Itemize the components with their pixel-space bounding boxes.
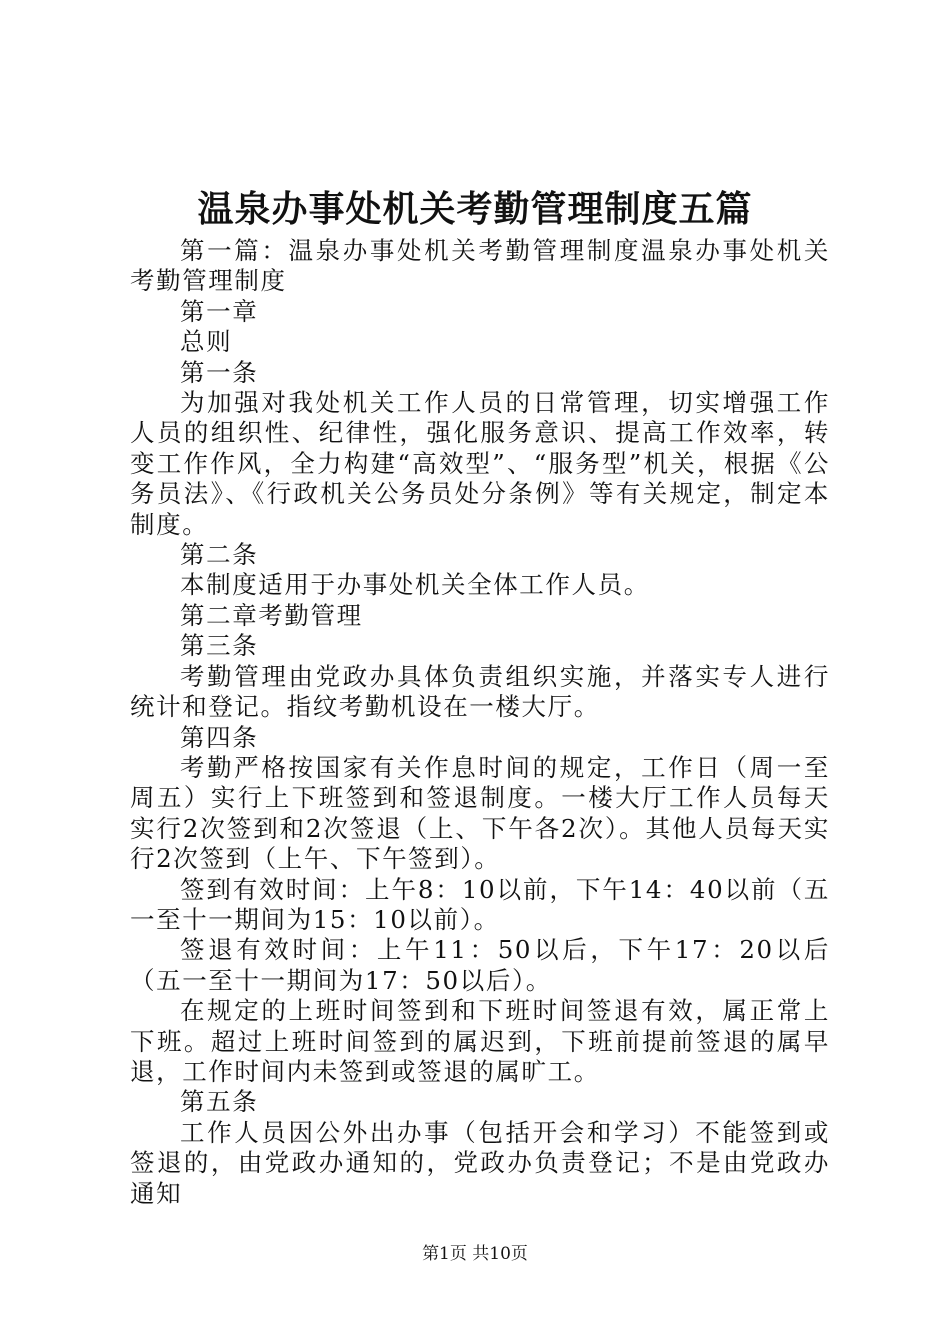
document-title: 温泉办事处机关考勤管理制度五篇 (197, 188, 753, 230)
paragraph: 第一章 (180, 296, 259, 326)
paragraph: 第一篇：温泉办事处机关考勤管理制度温泉办事处机关考勤管理制度 (130, 236, 830, 296)
paragraph: 工作人员因公外出办事（包括开会和学习）不能签到或签退的，由党政办通知的，党政办负责登记；不是由党政办通知 (130, 1117, 830, 1208)
paragraph: 第二章考勤管理 (180, 600, 363, 630)
paragraph: 本制度适用于办事处机关全体工作人员。 (180, 570, 650, 600)
paragraph: 第三条 (180, 631, 259, 661)
page-number-footer: 第1页 共10页 (422, 1244, 528, 1264)
paragraph: 签到有效时间：上午8：10以前，下午14：40以前（五一至十一期间为15：10以前）。 (130, 874, 830, 934)
paragraph: 考勤管理由党政办具体负责组织实施，并落实专人进行统计和登记。指纹考勤机设在一楼大厅。 (130, 661, 830, 722)
paragraph: 在规定的上班时间签到和下班时间签退有效，属正常上下班。超过上班时间签到的属迟到，下班前提前签退的属早退，工作时间内未签到或签退的属旷工。 (130, 996, 830, 1086)
paragraph: 第二条 (180, 540, 259, 570)
paragraph: 第一条 (180, 357, 259, 387)
document-body (130, 236, 830, 1209)
paragraph: 为加强对我处机关工作人员的日常管理，切实增强工作人员的组织性、纪律性，强化服务意识、提高工作效率，转变工作作风，全力构建“高效型”、“服务型”机关，根据《公务员法》、《行政机关公务员处分条例》等有关规定，制定本制度。 (130, 388, 830, 539)
paragraph: 第四条 (180, 722, 259, 752)
paragraph: 签退有效时间：上午11：50以后，下午17：20以后（五一至十一期间为17：50以后）。 (130, 935, 830, 995)
paragraph: 考勤严格按国家有关作息时间的规定，工作日（周一至周五）实行上下班签到和签退制度。一楼大厅工作人员每天实行2次签到和2次签退（上、下午各2次）。其他人员每天实行2次签到（上午、下午签到）。 (130, 752, 830, 874)
paragraph: 总则 (180, 327, 233, 357)
paragraph: 第五条 (180, 1087, 259, 1117)
